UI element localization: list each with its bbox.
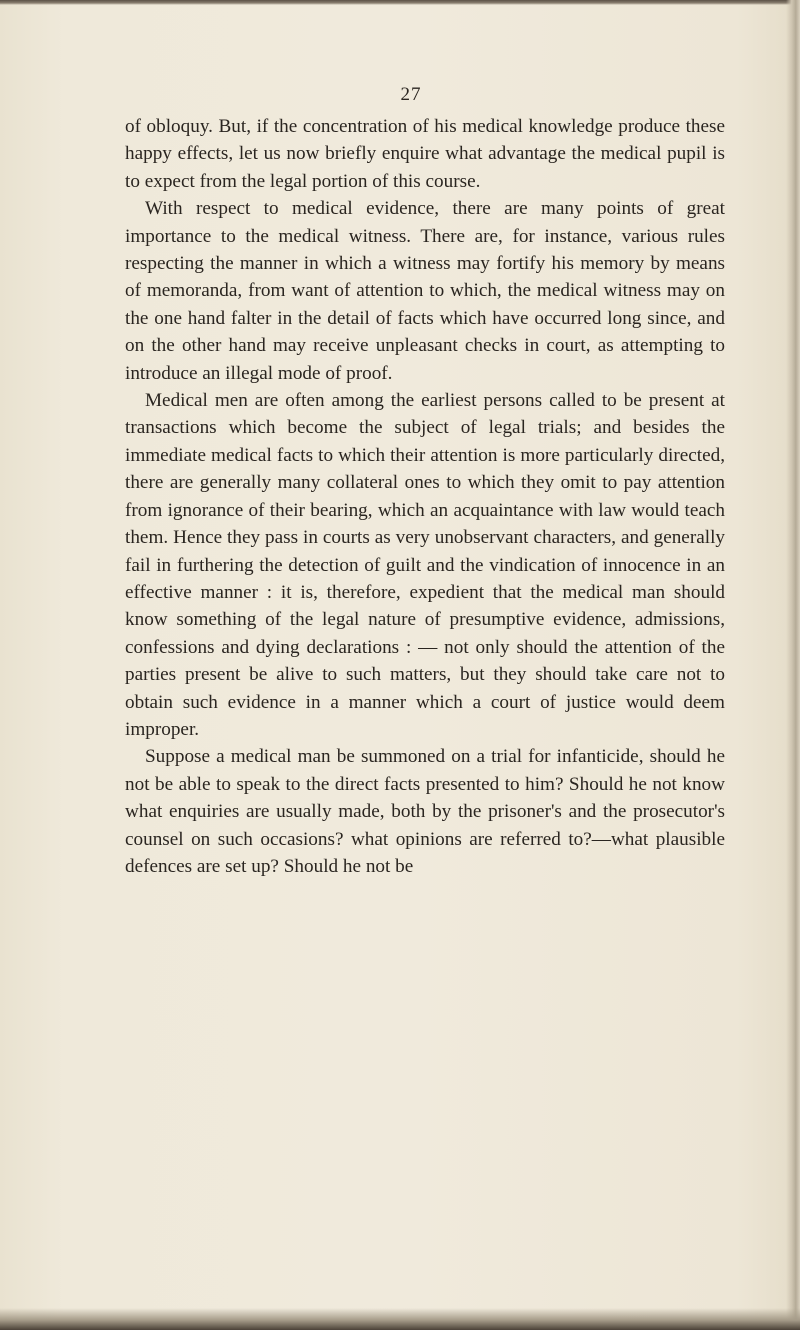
paragraph-2: With respect to medical evidence, there are many points of great importance to the medical witness. There are, for instance, various rules respecting the manner in which a witness may fortify his memory by means of memoranda, from want of attention to which, the medical witness may on the one hand falter in the detail of facts which have occurred long since, and on the other hand may receive unpleasant checks in court, as attempting to introduce an illegal mode of proof.	[125, 198, 725, 384]
body-text	[125, 113, 725, 880]
paragraph-1: of obloquy. But, if the concentration of his medical knowledge produce these happy effects, let us now briefly enquire what advantage the medical pupil is to expect from the legal portion of this course.	[125, 116, 725, 192]
paragraph-3: Medical men are often among the earliest persons called to be present at transactions which become the subject of legal trials; and besides the immediate medical facts to which their attention is more particularly directed, there are generally many collateral ones to which they omit to pay attention from ignorance of their bearing, which an acquaintance with law would teach them. Hence they pass in courts as very unobservant characters, and generally fail in furthering the detection of guilt and the vindication of innocence in an effective manner : it is, therefore, expedient that the medical man should know something of the legal nature of presumptive evidence, admissions, confessions and dying declarations : — not only should the attention of the parties present be alive to such matters, but they should take care not to obtain such evidence in a manner which a court of justice would deem improper.	[125, 390, 725, 740]
page-bottom-edge	[0, 1308, 800, 1330]
page-number: 27	[400, 84, 422, 105]
page-top-edge	[0, 0, 800, 5]
page-right-edge	[786, 0, 800, 1330]
paragraph-4: Suppose a medical man be summoned on a trial for infanticide, should he not be able to speak to the direct facts presented to him? Should he not know what enquiries are usually made, both by the prisoner's and the prosecutor's counsel on such occasions? what opinions are referred to?—what plausible defences are set up? Should he not be	[125, 746, 725, 877]
